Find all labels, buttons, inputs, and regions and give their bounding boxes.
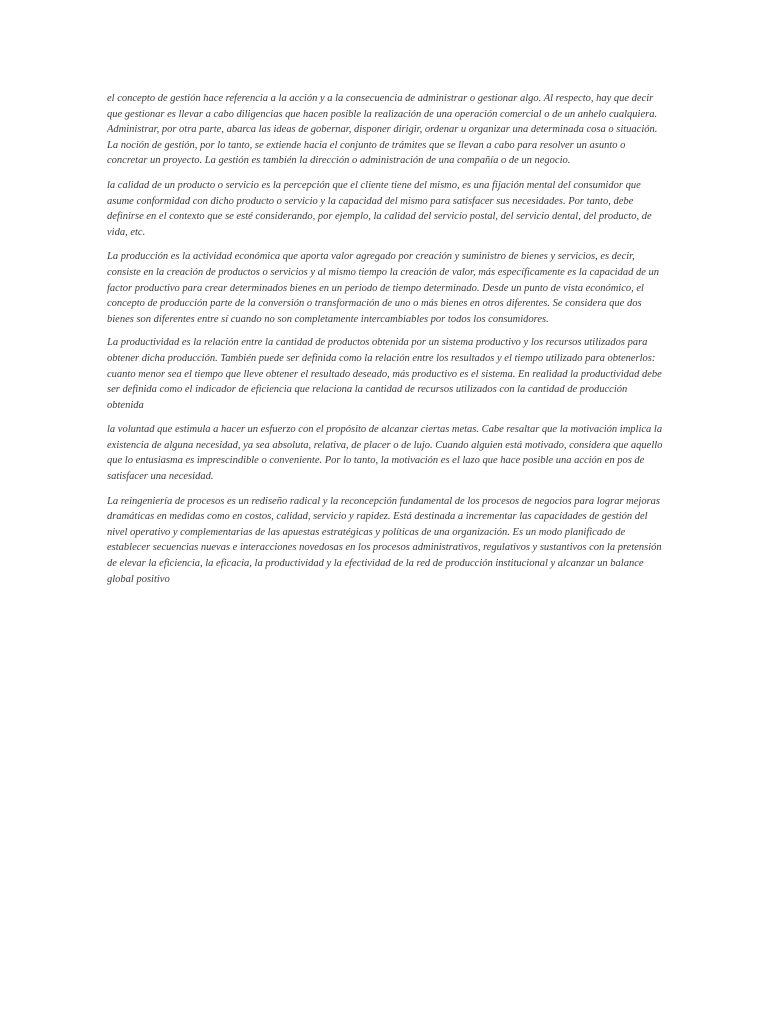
paragraph-produccion: La producción es la actividad económica que aporta valor agregado por creación y suministro de bienes y servicios, es decir, consiste en la creación de productos o servicios y al mismo tiempo la creación de valor, más específicamente es la capacidad de un factor productivo para crear determinados bienes en un periodo de tiempo determinado. Desde un punto de vista económico, el concepto de producción parte de la conversión o transformación de uno o más bienes en otros diferentes. Se considera que dos bienes son diferentes entre sí cuando no son completamente intercambiables por todos los consumidores. bbox=[107, 251, 659, 325]
document-body bbox=[107, 91, 663, 595]
paragraph-reingenieria: La reingeniería de procesos es un rediseño radical y la reconcepción fundamental de los procesos de negocios para lograr mejoras dramáticas en medidas como en costos, calidad, servicio y rapidez. Está destinada a incrementar las capacidades de gestión del nivel operativo y complementarias de las apuestas estratégicas y políticas de una organización. Es un modo planificado de establecer secuencias nuevas e interacciones novedosas en los procesos administrativos, regulativos y sustantivos con la pretensión de elevar la eficiencia, la eficacia, la productividad y la efectividad de la red de producción institucional y alcanzar un balance global positivo bbox=[107, 495, 662, 585]
paragraph-motivacion: la voluntad que estimula a hacer un esfuerzo con el propósito de alcanzar ciertas metas. Cabe resaltar que la motivación implica la existencia de alguna necesidad, ya sea absoluta, relativa, de placer o de lujo. Cuando alguien está motivado, considera que aquello que lo entusiasma es imprescindible o conveniente. Por lo tanto, la motivación es el lazo que hace posible una acción en pos de satisfacer una necesidad. bbox=[107, 424, 663, 483]
paragraph-calidad: la calidad de un producto o servicio es la percepción que el cliente tiene del mismo, es una fijación mental del consumidor que asume conformidad con dicho producto o servicio y la capacidad del mismo para satisfacer sus necesidades. Por tanto, debe definirse en el contexto que se esté considerando, por ejemplo, la calidad del servicio postal, del servicio dental, del producto, de vida, etc. bbox=[107, 179, 652, 238]
paragraph-gestion: el concepto de gestión hace referencia a la acción y a la consecuencia de administrar o gestionar algo. Al respecto, hay que decir que gestionar es llevar a cabo diligencias que hacen posible la realización de una operación comercial o de un anhelo cualquiera. Administrar, por otra parte, abarca las ideas de gobernar, disponer dirigir, ordenar u organizar una determinada cosa o situación. La noción de gestión, por lo tanto, se extiende hacia el conjunto de trámites que se llevan a cabo para resolver un asunto o concretar un proyecto. La gestión es también la dirección o administración de una compañía o de un negocio. bbox=[107, 93, 658, 167]
paragraph-productividad: La productividad es la relación entre la cantidad de productos obtenida por un sistema productivo y los recursos utilizados para obtener dicha producción. También puede ser definida como la relación entre los resultados y el tiempo utilizado para obtenerlos: cuanto menor sea el tiempo que lleve obtener el resultado deseado, más productivo es el sistema. En realidad la productividad debe ser definida como el indicador de eficiencia que relaciona la cantidad de recursos utilizados con la cantidad de producción obtenida bbox=[107, 337, 662, 411]
